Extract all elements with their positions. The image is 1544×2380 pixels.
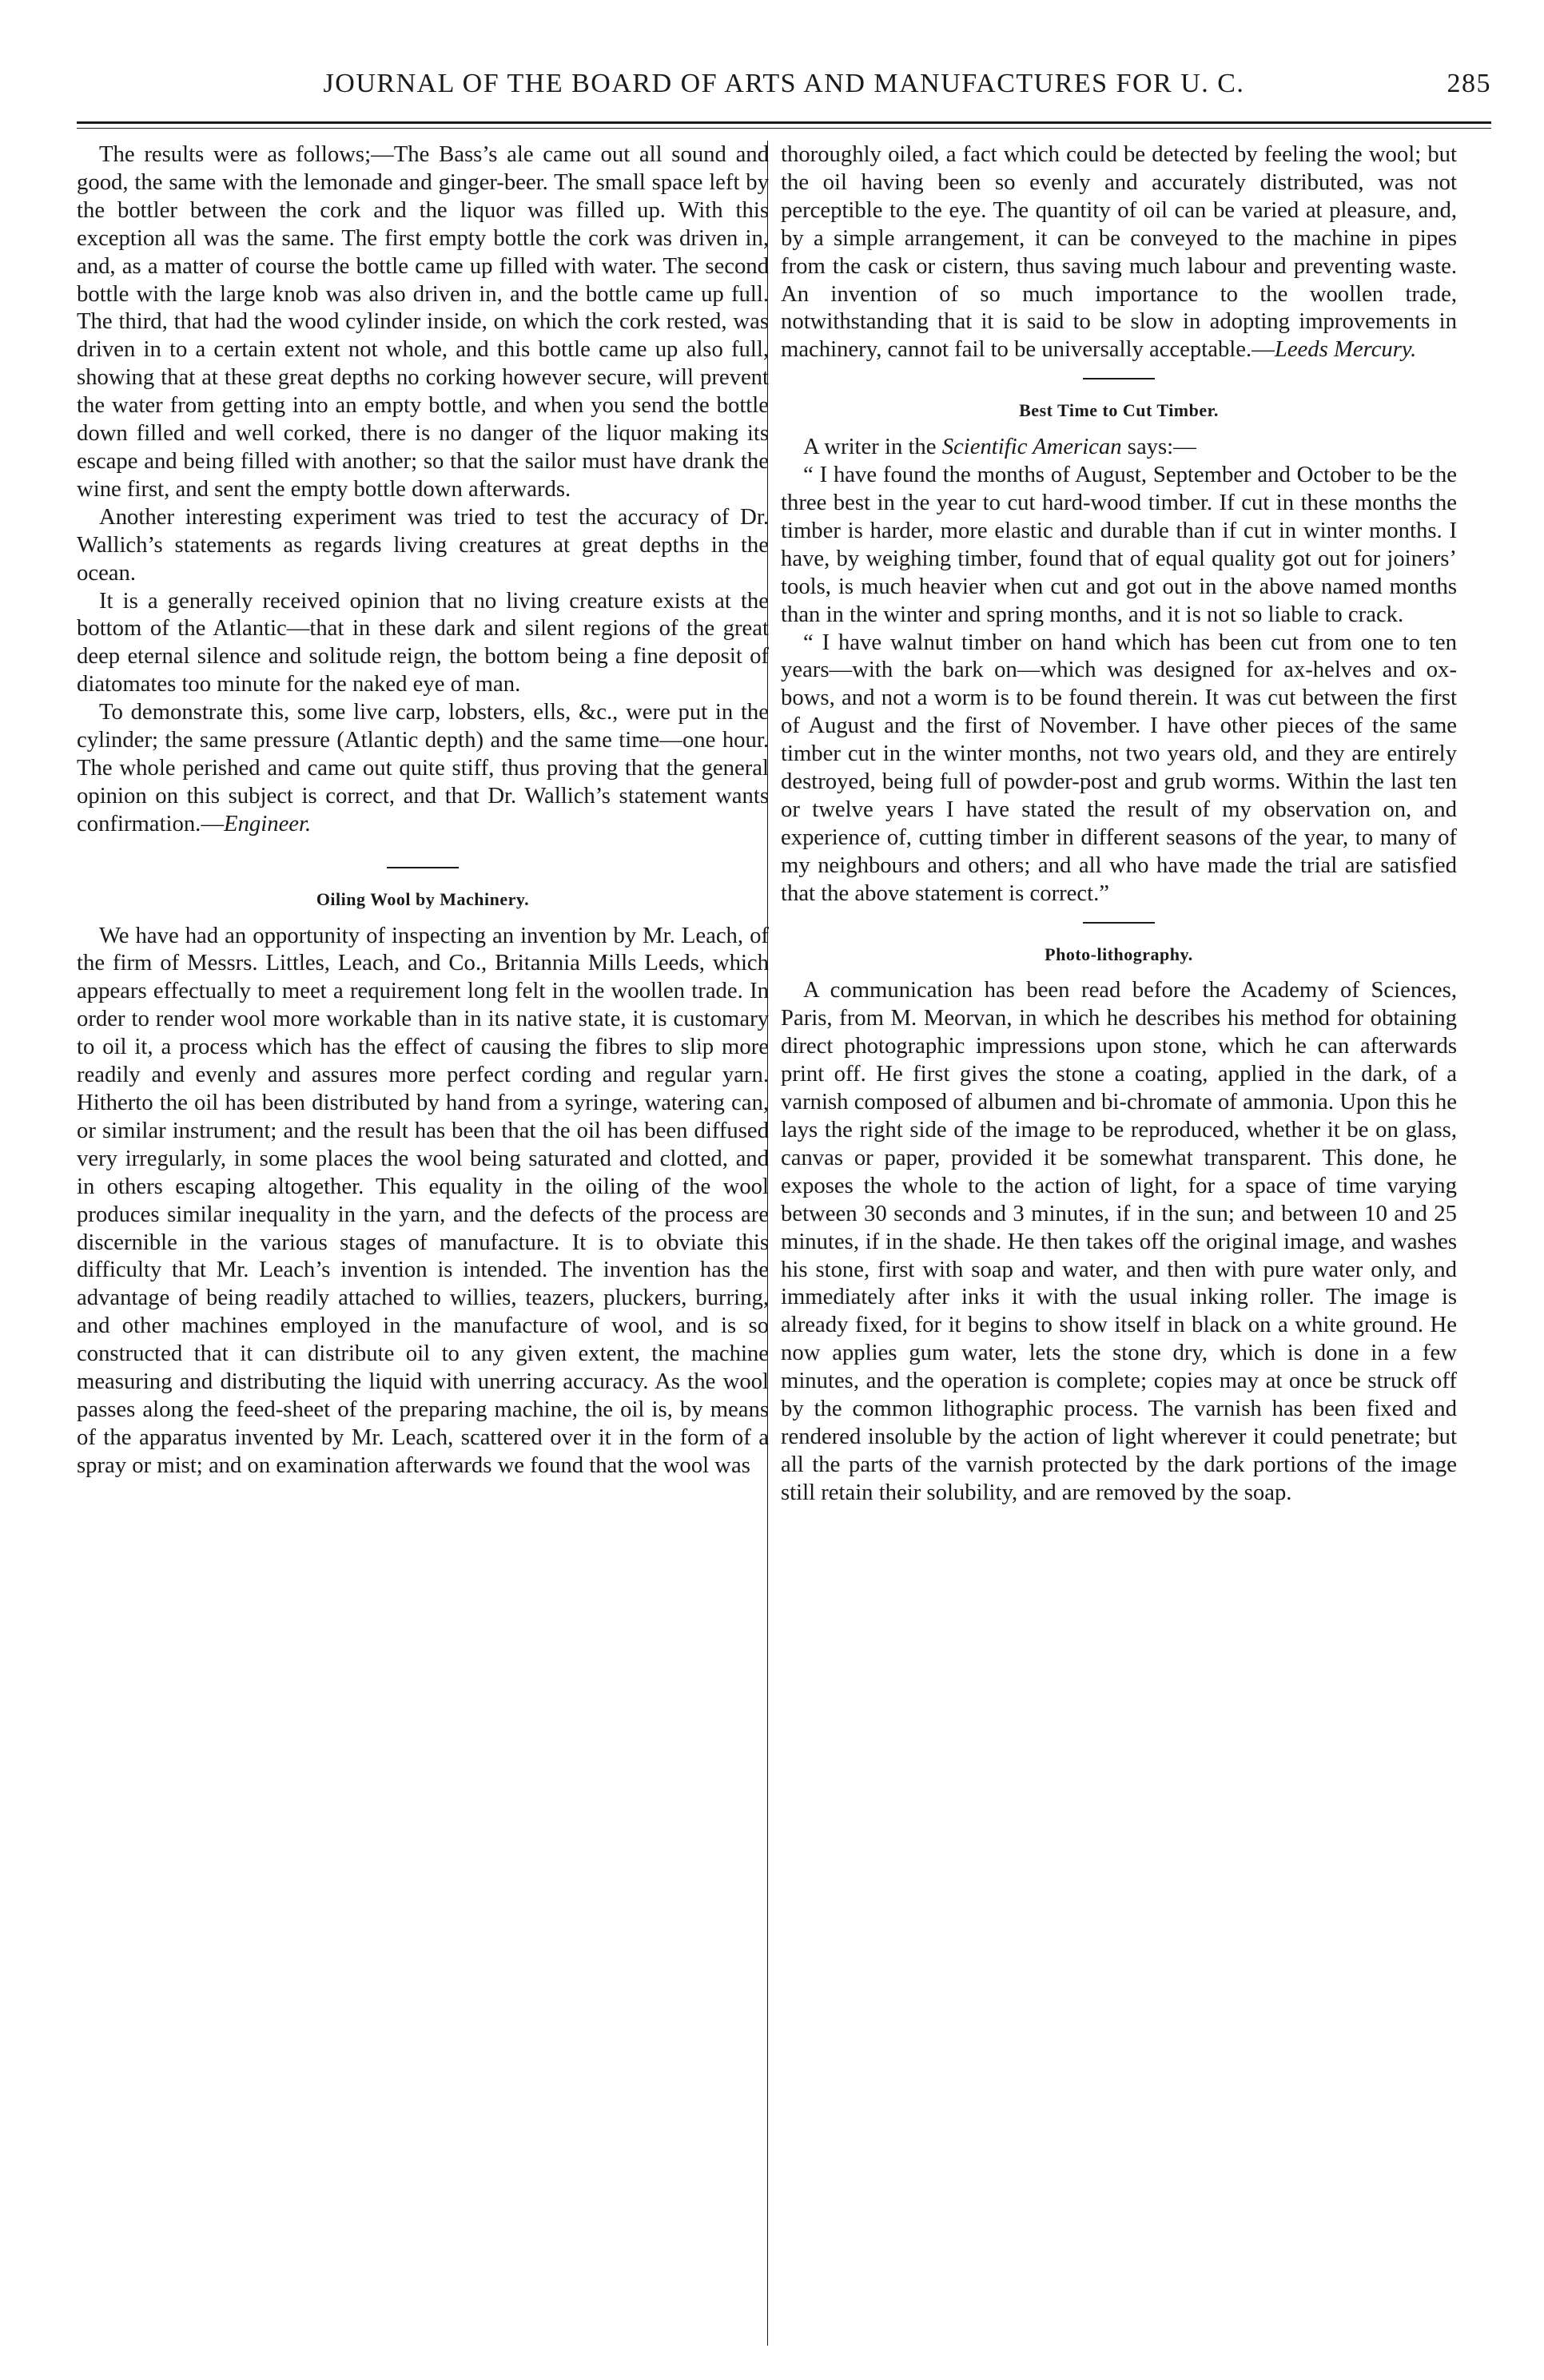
photo-lithography-title: Photo-lithography. [1045,944,1193,964]
header-rule-thin [77,128,1491,129]
timber-title: Best Time to Cut Timber. [1019,400,1219,421]
atlantic-opinion-paragraph: It is a generally received opinion that no living creature exists at the bottom of the Atlantic—that in these dark and silent regions of the great deep eternal silence and solitude reign, the bottom being a fine deposit of diatomates too minute for the naked eye of man. [77,587,769,697]
page-number: 285 [1447,69,1491,98]
oiling-wool-continued [781,141,1457,364]
leeds-mercury-source: Leeds Mercury. [1274,336,1417,363]
bottle-experiment-paragraph: The results were as follows;—The Bass’s ale came out all sound and good, the same with the lemonade and ginger-beer. The small space left by the bottler between the cork and the liquor was filled up. With this exception all was the same. The first empty bottle the cork was driven in, and, as a matter of course the bottle came up filled with water. The second bottle with the large knob was also driven in, and the bottle came up full. The third, that had the wood cylinder inside, on which the cork rested, was driven in to a certain extent not whole, and this bottle came up also full, showing that at these great depths no corking however secure, will prevent the water from getting into an empty bottle, and when you send the bottle down filled and well corked, there is no danger of the liquor making its escape and being filled with another; so that the sailor must have drank the wine first, and sent the empty bottle down afterwards. [77,141,769,502]
timber-quote-paragraph-1: “ I have found the months of August, September and October to be the three best in the year to cut hard-wood timber. If cut in these months the timber is harder, more elastic and durable than if cut in winter months. I have, by weighing timber, found that of equal quality got out for joiners’ tools, is much heavier when cut and got out in the above named months than in the winter and spring months, and it is not so liable to crack. [781,462,1457,627]
oiling-wool-paragraph: We have had an opportunity of inspecting an invention by Mr. Leach, of the firm of Messrs. Littles, Leach, and Co., Britannia Mills Leeds, which appears effectually to meet a requirement long felt in the woollen trade. In order to render wool more workable than in its native state, it is customary to oil it, a process which has the effect of causing the fibres to slip more readily and evenly and assures more perfect cording and regular yarn. Hitherto the oil has been distributed by hand from a syringe, watering can, or similar instrument; and the result has been that the oil has been diffused very irregularly, in some places the wool being saturated and clotted, and in others escaping altogether. This equality in the oiling of the wool produces similar inequality in the yarn, and the defects of the process are discernible in the various stages of manufacture. It is to obviate this difficulty that Mr. Leach’s invention is intended. The invention has the advantage of being readily attached to willies, teazers, pluckers, burring, and other machines employed in the manufacture of wool, and is so constructed that it can distribute oil to any given extent, the machine measuring and distributing the liquid with unerring accuracy. As the wool passes along the feed-sheet of the preparing machine, the oil is, by means of the apparatus invented by Mr. Leach, scattered over it in the form of a spray or mist; and on examination afterwards we found that the wool was [77,922,769,1478]
engineer-source: Engineer. [224,810,312,836]
oiling-wool-title: Oiling Wool by Machinery. [316,888,530,909]
timber-intro-b: says:— [1121,434,1196,460]
timber-quote-paragraph-2: “ I have walnut timber on hand which has been cut from one to ten years—with the bark on—which was designed for ax-helves and ox-bows, and not a worm is to be found therein. It was cut between the first of August and the first of November. I have other pieces of the same timber cut in the winter months, not two years old, and they are entirely destroyed, being full of powder-post and grub worms. Within the last ten or twelve years I have stated the result of my observation on, and experience of, cutting timber in different seasons of the year, to many of my neighbours and others; and all who have made the trial are satisfied that the above statement is correct.” [781,629,1457,906]
running-header [77,69,1491,107]
oiling-continued-text: thoroughly oiled, a fact which could be detected by feeling the wool; but the oil having been so evenly and accurately distributed, was not perceptible to the eye. The quantity of oil can be varied at pleasure, and, by a simple arrangement, it can be conveyed to the machine in pipes from the cask or cistern, thus saving much labour and preventing waste. An invention of so much importance to the woollen trade, notwithstanding that it is said to be slow in adopting improvements in machinery, cannot fail to be universally acceptable.— [781,141,1457,363]
section-separator [1083,378,1155,379]
scientific-american-source: Scientific American [941,434,1122,460]
journal-title: JOURNAL OF THE BOARD OF ARTS AND MANUFACTURES FOR U. C. [323,69,1245,98]
right-column [781,141,1457,1507]
left-column [77,141,769,1480]
demonstration-paragraph [77,698,769,838]
demonstration-text: To demonstrate this, some live carp, lobsters, ells, &c., were put in the cylinder; the same pressure (Atlantic depth) and the same time—one hour. The whole perished and came out quite stiff, thus proving that the general opinion on this subject is correct, and that Dr. Wallich’s statement wants confirmation.— [77,699,769,836]
timber-intro [781,433,1457,461]
wallich-experiment-paragraph: Another interesting experiment was tried to test the accuracy of Dr. Wallich’s statements as regards living creatures at great depths in the ocean. [77,503,769,586]
section-separator [1083,922,1155,924]
section-separator [387,867,459,868]
header-rule-thick [77,121,1491,124]
photo-lithography-paragraph: A communication has been read before the Academy of Sciences, Paris, from M. Meorvan, in which he describes his method for obtaining direct photographic impressions upon stone, which he can afterwards print off. He first gives the stone a coating, applied in the dark, of a varnish composed of albumen and bi-chromate of ammonia. Upon this he lays the right side of the image to be reproduced, whether it be on glass, canvas or paper, provided it be somewhat transparent. This done, he exposes the whole to the action of light, for a space of time varying between 30 seconds and 3 minutes, if in the sun; and between 10 and 25 minutes, if in the shade. He then takes off the original image, and washes his stone, first with soap and water, and then with pure water only, and immediately after inks it with the usual inking roller. The image is already fixed, for it begins to show itself in black on a white ground. He now applies gum water, lets the stone dry, which is done in a few minutes, and the operation is complete; copies may at once be struck off by the common lithographic process. The varnish has been fixed and rendered insoluble by the action of light wherever it could penetrate; but all the parts of the varnish protected by the dark portions of the image still retain their solubility, and are removed by the soap. [781,977,1457,1505]
timber-intro-a: A writer in the [803,434,942,460]
